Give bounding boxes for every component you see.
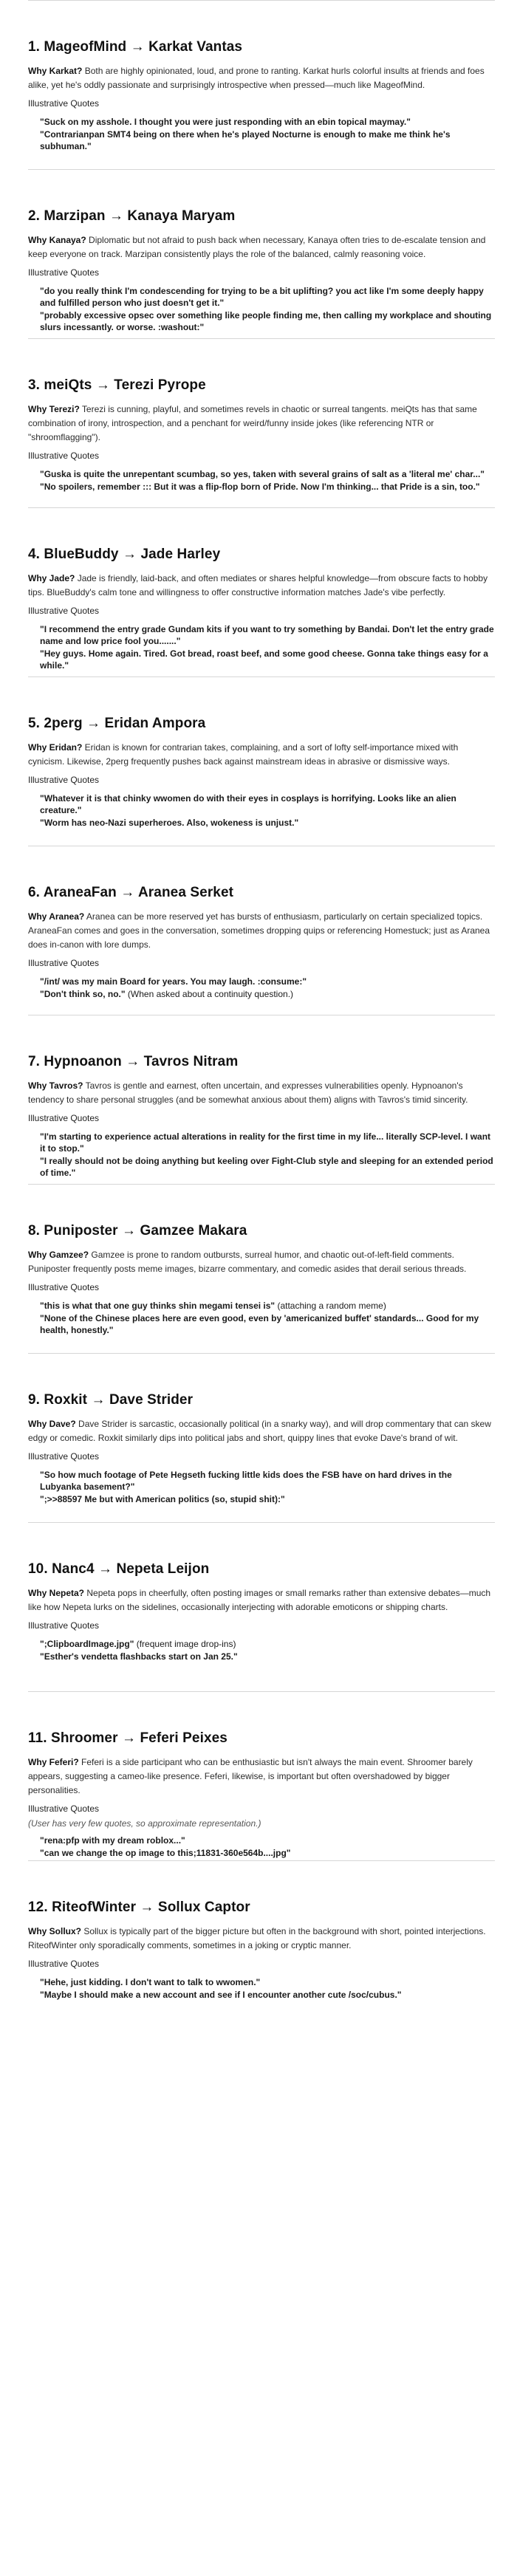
quote-item [40,1847,495,1859]
quote-context: (frequent image drop-ins) [134,1639,236,1649]
quote-text: "rena:pfp with my dream roblox..." [40,1835,185,1846]
quote-context: (attaching a random meme) [275,1301,386,1311]
quotes-label: Illustrative Quotes [28,1113,100,1123]
sections-container [28,1,495,2030]
section-heading: 2. Marzipan → Kanaya Maryam [28,208,236,224]
why-label: Why Tavros? [28,1080,83,1091]
why-text: Jade is friendly, laid-back, and often mediates or shares helpful knowledge—from obscure facts to hobby tips. BlueBuddy's calm tone and willingness to offer constructive information matches Jade's vibe perfectly. [28,573,488,597]
quote-list [28,792,495,829]
character-section [28,1523,495,1692]
quote-item [40,1300,495,1312]
section-heading: 7. Hypnoanon → Tavros Nitram [28,1054,239,1069]
quotes-label: Illustrative Quotes [28,606,100,616]
why-text: Nepeta pops in cheerfully, often posting images or small remarks rather than extensive debates—much like how Nepeta lurks on the sidelines, occasionally interjecting with adorable emoticons or shipping charts. [28,1588,491,1612]
character-section [28,339,495,508]
quote-item [40,1976,495,1988]
quotes-label: Illustrative Quotes [28,1803,100,1814]
quote-item [40,1312,495,1336]
quote-text: ";>>88597 Me but with American politics (so, stupid shit):" [40,1494,285,1504]
why-text: Sollux is typically part of the bigger picture but often in the background with short, pointed interjections. RiteofWinter only sporadically comments, sometimes in a joking or cryptic manner. [28,1926,486,1950]
quotes-label: Illustrative Quotes [28,1959,100,1969]
why-text: Both are highly opinionated, loud, and prone to ranting. Karkat hurls colorful insults at friends and foes alike, yet he's oddly passionate and surprisingly introspective when pressed—much like MageofMind. [28,66,485,90]
section-heading: 9. Roxkit → Dave Strider [28,1392,194,1408]
quote-text: ";ClipboardImage.jpg" [40,1639,134,1649]
character-section [28,1,495,170]
why-text: Diplomatic but not afraid to push back when necessary, Kanaya often tries to de-escalate tension and keep everyone on track. Marzipan consistently plays the role of the balanced, calmly reasoning voice. [28,235,486,259]
quote-text: "this is what that one guy thinks shin megami tensei is" [40,1301,276,1311]
quote-list [28,1835,495,1859]
quotes-label: Illustrative Quotes [28,1282,100,1292]
quote-text: "I'm starting to experience actual alterations in reality for the first time in my life... literally SCP-level. I want it to stop." [40,1131,491,1154]
quotes-label: Illustrative Quotes [28,1620,100,1631]
quote-text: "Suck on my asshole. I thought you were just responding with an ebin topical maymay." [40,117,411,127]
section-heading: 6. AraneaFan → Aranea Serket [28,885,234,900]
quote-text: "No spoilers, remember ::: But it was a flip-flop born of Pride. Now I'm thinking... that Pride is a sin, too." [40,482,480,492]
section-heading: 11. Shroomer → Feferi Peixes [28,1730,228,1746]
why-paragraph [28,64,495,92]
character-section [28,1692,495,1861]
quote-item [40,129,495,152]
section-heading: 3. meiQts → Terezi Pyrope [28,377,206,393]
section-heading: 12. RiteofWinter → Sollux Captor [28,1900,250,1915]
why-text: Aranea can be more reserved yet has bursts of enthusiasm, particularly on certain specialized topics. AraneaFan comes and goes in the conversation, sometimes dropping quips or referencing Homestuck; just as Aranea does in-canon with lore dumps. [28,911,490,950]
quote-text: "can we change the op image to this;11831-360e564b....jpg" [40,1848,291,1858]
why-label: Why Dave? [28,1419,76,1429]
quote-context: (When asked about a continuity question.) [125,989,294,999]
why-label: Why Feferi? [28,1757,79,1767]
why-label: Why Aranea? [28,911,85,922]
quotes-label: Illustrative Quotes [28,775,100,785]
why-label: Why Jade? [28,573,75,583]
quote-item [40,481,495,493]
quotes-label: Illustrative Quotes [28,267,100,278]
character-section [28,1015,495,1185]
why-text: Terezi is cunning, playful, and sometimes revels in chaotic or surreal tangents. meiQts has that same combination of irony, introspection, and a penchant for weird/funny inside jokes (like referencing NTR or "shroomflagging"). [28,404,477,442]
why-paragraph [28,1925,495,1953]
why-paragraph [28,572,495,600]
quote-text: "Whatever it is that chinky wwomen do with their eyes in cosplays is horrifying. Looks like an alien creature." [40,793,456,815]
section-heading: 10. Nanc4 → Nepeta Leijon [28,1561,210,1577]
quote-list [28,1976,495,2001]
quotes-label: Illustrative Quotes [28,98,100,109]
quote-item [40,1835,495,1846]
why-paragraph [28,1417,495,1445]
why-paragraph [28,910,495,952]
quote-item [40,1989,495,2001]
quote-text: "I recommend the entry grade Gundam kits if you want to try something by Bandai. Don't let the entry grade name and low price fool you......." [40,624,494,646]
quote-text: "Hey guys. Home again. Tired. Got bread, roast beef, and some good cheese. Gonna take things easy for a while." [40,648,488,671]
quote-list [28,1131,495,1179]
why-label: Why Terezi? [28,404,80,414]
why-text: Eridan is known for contrarian takes, complaining, and a sort of lofty self-importance mixed with cynicism. Likewise, 2perg frequently pushes back against mainstream ideas in abrasive or dismissive ways. [28,742,459,767]
quote-list [28,1638,495,1662]
quote-item [40,1651,495,1662]
quote-item [40,817,495,829]
quote-text: "Esther's vendetta flashbacks start on Jan 25." [40,1651,238,1662]
why-label: Why Eridan? [28,742,83,753]
quote-item [40,792,495,816]
section-heading: 8. Puniposter → Gamzee Makara [28,1223,247,1239]
quotes-note: (User has very few quotes, so approximate representation.) [28,1818,261,1829]
why-paragraph [28,1586,495,1614]
quote-list [28,976,495,1000]
quote-text: "do you really think I'm condescending for trying to be a bit uplifting? you act like I'm some deeply happy and fulfilled person who just doesn't get it." [40,286,484,308]
quote-text: "probably excessive opsec over something like people finding me, then calling my workplace and shouting slurs incessantly. or worse. :washout:" [40,310,492,332]
quotes-label: Illustrative Quotes [28,1451,100,1462]
quote-text: "Guska is quite the unrepentant scumbag, so yes, taken with several grains of salt as a 'literal me' char..." [40,469,485,479]
quote-text: "So how much footage of Pete Hegseth fucking little kids does the FSB have on hard drives in the Lubyanka basement?" [40,1470,452,1492]
character-section [28,508,495,677]
why-text: Dave Strider is sarcastic, occasionally political (in a snarky way), and will drop commentary that can skew edgy or comedic. Roxkit similarly dips into political jabs and short, quippy lines that evoke Dave's brand of wit. [28,1419,491,1443]
why-text: Feferi is a side participant who can be enthusiastic but isn't always the main event. Shroomer barely appears, suggesting a cameo-like presence. Feferi, likewise, is important but often overshadowed by bigger personalities. [28,1757,473,1795]
why-paragraph [28,233,495,261]
quotes-label: Illustrative Quotes [28,958,100,968]
character-section [28,1185,495,1354]
quotes-label: Illustrative Quotes [28,451,100,461]
quote-item [40,988,495,1000]
quote-item [40,1638,495,1650]
why-paragraph [28,402,495,445]
quote-text: "Maybe I should make a new account and see if I encounter another cute /soc/cubus." [40,1990,402,2000]
quote-text: "Contrarianpan SMT4 being on there when he's played Nocturne is enough to make me think he's subhuman." [40,129,451,151]
quote-item [40,1469,495,1493]
quote-list [28,116,495,152]
quote-item [40,648,495,671]
quote-item [40,1493,495,1505]
why-paragraph [28,1248,495,1276]
quote-item [40,976,495,987]
quote-item [40,309,495,333]
character-section [28,1861,495,2030]
quote-item [40,623,495,647]
character-section [28,846,495,1015]
why-label: Why Nepeta? [28,1588,85,1598]
quote-item [40,285,495,309]
quote-text: "Don't think so, no." [40,989,126,999]
section-heading: 1. MageofMind → Karkat Vantas [28,39,243,55]
character-section [28,1354,495,1523]
section-heading: 4. BlueBuddy → Jade Harley [28,547,221,562]
why-paragraph [28,1755,495,1798]
quote-list [28,1300,495,1336]
why-text: Gamzee is prone to random outbursts, surreal humor, and chaotic out-of-left-field comments. Puniposter frequently posts meme images, bizarre commentary, and comedic asides that derail serious threads. [28,1250,467,1274]
why-paragraph [28,1079,495,1107]
quote-list [28,623,495,671]
quote-list [28,468,495,493]
quote-item [40,468,495,480]
quote-text: "I really should not be doing anything but keeling over Fight-Club style and sleeping for an extended period of time." [40,1156,493,1178]
quote-text: "Worm has neo-Nazi superheroes. Also, wokeness is unjust." [40,818,299,828]
quote-item [40,1131,495,1154]
section-heading: 5. 2perg → Eridan Ampora [28,716,206,731]
quote-text: "Hehe, just kidding. I don't want to talk to wwomen." [40,1977,261,1987]
quote-text: "None of the Chinese places here are even good, even by 'americanized buffet' standards... Good for my health, honestly." [40,1313,479,1335]
why-label: Why Gamzee? [28,1250,89,1260]
why-label: Why Kanaya? [28,235,86,245]
character-section [28,677,495,846]
character-section [28,170,495,339]
quote-list [28,1469,495,1505]
why-paragraph [28,741,495,769]
quote-list [28,285,495,333]
why-text: Tavros is gentle and earnest, often uncertain, and expresses vulnerabilities openly. Hypnoanon's tendency to share personal struggles (and be somewhat anxious about them) aligns with Tavros's timid sincerity. [28,1080,468,1105]
quote-text: "/int/ was my main Board for years. You may laugh. :consume:" [40,976,307,987]
why-label: Why Sollux? [28,1926,81,1936]
quote-item [40,116,495,128]
quote-item [40,1155,495,1179]
why-label: Why Karkat? [28,66,83,76]
